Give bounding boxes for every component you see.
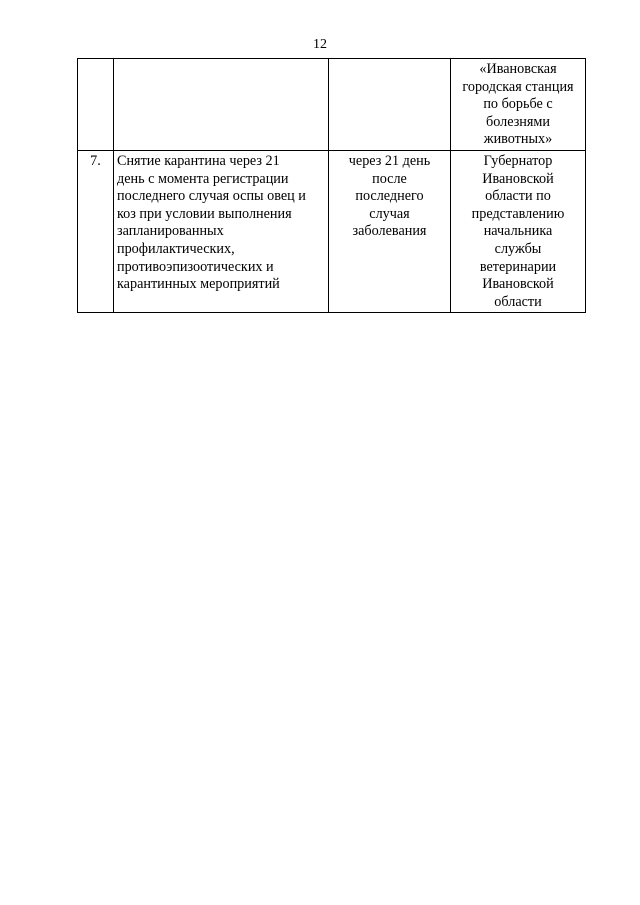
responsible-line: Губернатор (483, 152, 553, 169)
responsible-line: городская станция (462, 78, 574, 95)
term-line: последнего (355, 188, 424, 205)
responsible-line: службы (494, 240, 542, 257)
responsible-line: Ивановской (482, 170, 554, 187)
row-number-cell (78, 59, 114, 151)
responsible-line: представлению (471, 205, 565, 222)
term-line: заболевания (352, 223, 427, 240)
responsible-line: начальника (483, 223, 553, 240)
page-number: 12 (313, 37, 327, 52)
term-cell (329, 59, 451, 151)
term-cell (329, 150, 451, 312)
responsible-line: Ивановской (482, 276, 554, 293)
action-line: день с момента регистрации (117, 170, 289, 187)
action-line: Снятие карантина через 21 (117, 152, 280, 169)
responsible-line: ветеринарии (479, 258, 557, 275)
responsible-line: по борьбе с (483, 96, 553, 113)
row-number-cell: 7. (78, 150, 114, 312)
term-line: через 21 день (348, 152, 431, 169)
action-line: последнего случая оспы овец и (117, 188, 306, 205)
action-line: профилактических, (117, 240, 235, 257)
responsible-line: болезнями (486, 113, 550, 130)
action-cell (114, 150, 329, 312)
table-row (78, 150, 586, 312)
action-line: запланированных (117, 223, 224, 240)
responsible-line: животных» (483, 131, 553, 148)
term-line: после (372, 170, 407, 187)
responsible-line: области (494, 293, 542, 310)
responsible-cell (451, 150, 586, 312)
action-line: коз при условии выполнения (117, 205, 292, 222)
measures-table (77, 58, 586, 313)
action-line: противоэпизоотических и (117, 258, 274, 275)
action-cell (114, 59, 329, 151)
action-line: карантинных мероприятий (117, 276, 280, 293)
responsible-line: «Ивановская (479, 61, 557, 77)
table-row (78, 59, 586, 151)
responsible-cell (451, 59, 586, 151)
responsible-line: области по (485, 188, 551, 205)
term-line: случая (369, 205, 410, 222)
